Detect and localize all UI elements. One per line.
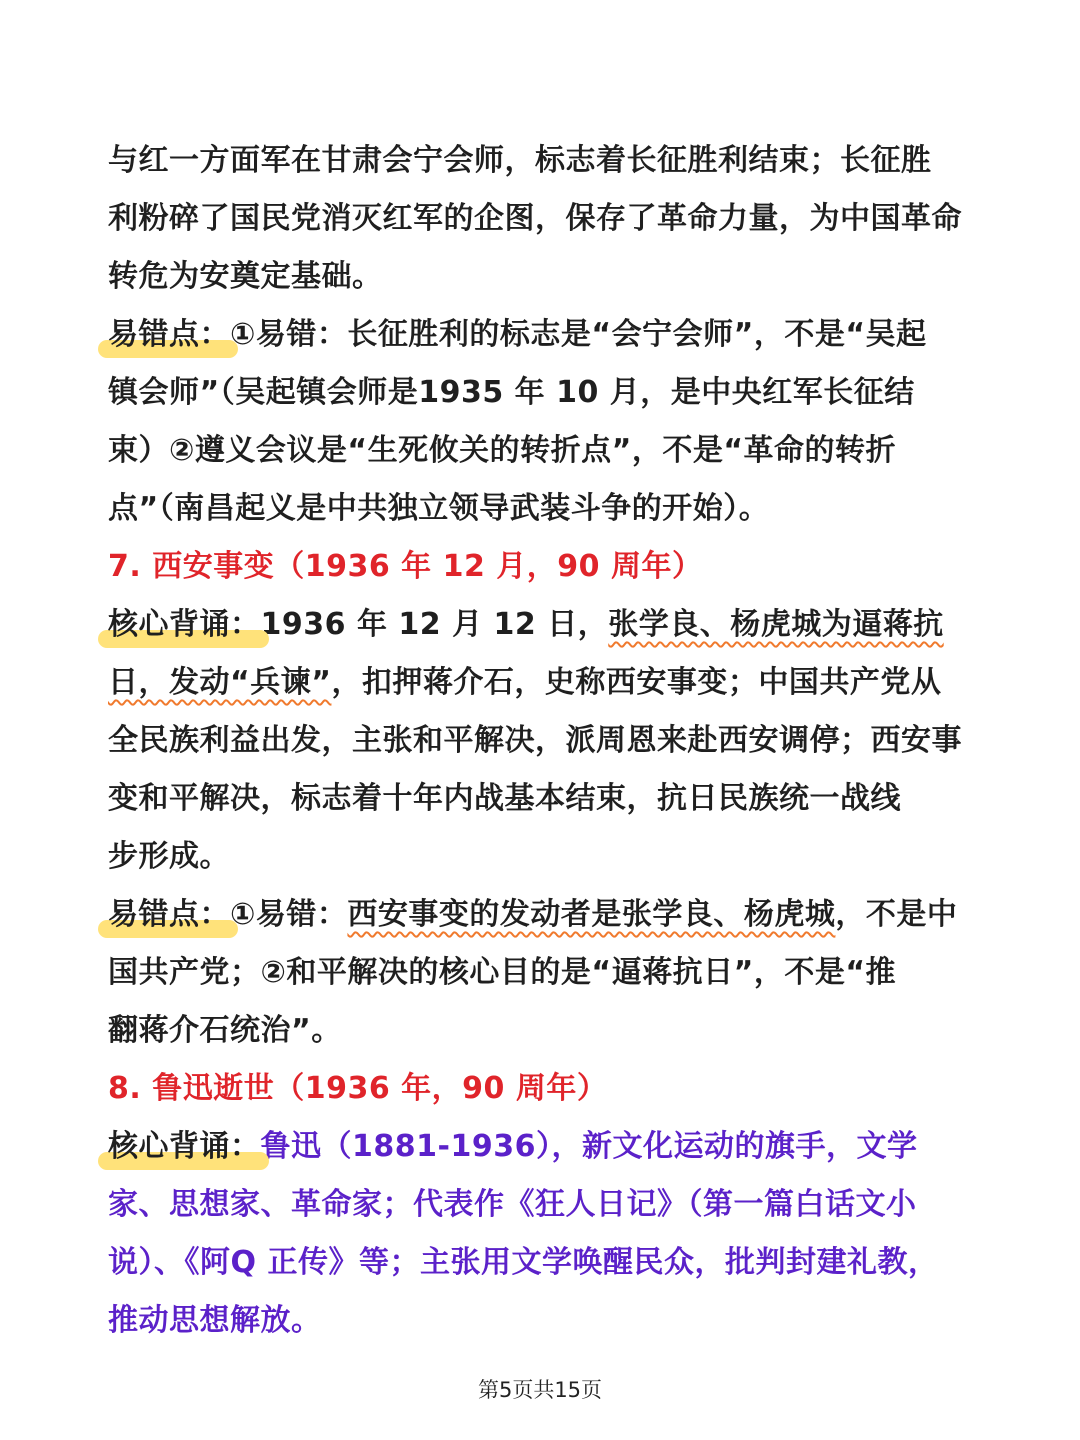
text-line: 国共产党；②和平解决的核心目的是“逼蒋抗日”，不是“推 (108, 955, 897, 990)
highlighted-text-line: 说）、《阿Q 正传》等；主张用文学唤醒民众，批判封建礼教， (108, 1245, 939, 1280)
highlighted-text-line: 推动思想解放。 (108, 1303, 322, 1338)
text-line: 翻蒋介石统治”。 (108, 1013, 342, 1048)
text-span: 1936 年 12 月 12 日， (260, 607, 609, 642)
highlighted-text: 鲁迅（1881-1936），新文化运动的旗手，文学 (260, 1129, 918, 1164)
text-span: 束）② (108, 433, 195, 468)
text-line: 利粉碎了国民党消灭红军的企图，保存了革命力量，为中国革命 (108, 201, 962, 236)
text-line: 与红一方面军在甘肃会宁会师，标志着长征胜利结束；长征胜 (108, 143, 932, 178)
text-line: 点”（南昌起义是中共独立领导武装斗争的开始）。 (108, 491, 770, 526)
wavy-underlined-text: 西安事变的发动者是张学良、杨虎城 (347, 897, 836, 932)
text-line: 镇会师”（吴起镇会师是1935 年 10 月，是中央红军长征结 (108, 375, 915, 410)
mistake-line (108, 886, 978, 944)
text-span: ，不是“吴起 (753, 317, 927, 352)
text-line: 步形成。 (108, 839, 230, 874)
core-recitation-line (108, 1118, 978, 1176)
document-page (108, 132, 978, 1350)
mistake-number: ①易错： (230, 897, 348, 932)
mistake-label: 易错点： (108, 886, 230, 944)
text-span: ，不是中 (835, 897, 958, 932)
core-recitation-label: 核心背诵： (108, 596, 261, 654)
text-line: 转危为安奠定基础。 (108, 259, 383, 294)
mistake-label: 易错点： (108, 306, 230, 364)
section-heading-lu-xun: 8. 鲁迅逝世（1936 年，90 周年） (108, 1071, 608, 1106)
text-span: ，扣押蒋介石，史称西安事变；中国共产党从 (331, 665, 942, 700)
wavy-underlined-text: 日，发动“兵谏” (108, 665, 332, 700)
text-line: 全民族利益出发，主张和平解决，派周恩来赴西安调停；西安事 (108, 723, 962, 758)
text-line (108, 654, 978, 712)
text-line (108, 422, 978, 480)
dashed-underlined-text: 长征胜利的标志是“会宁会师” (347, 317, 754, 352)
core-recitation-line (108, 596, 978, 654)
text-line: 变和平解决，标志着十年内战基本结束，抗日民族统一战线 (108, 781, 901, 816)
section-heading-xian-incident: 7. 西安事变（1936 年 12 月，90 周年） (108, 549, 703, 584)
text-span: ，不是“革命的转折 (631, 433, 897, 468)
dashed-underlined-text: 遵义会议是“生死攸关的转折点” (194, 433, 632, 468)
core-recitation-label: 核心背诵： (108, 1118, 261, 1176)
mistake-line (108, 306, 978, 364)
page-number: 第5页共15页 (477, 1378, 603, 1402)
mistake-number: ①易错： (230, 317, 348, 352)
highlighted-text-line: 家、思想家、革命家；代表作《狂人日记》（第一篇白话文小 (108, 1187, 917, 1222)
wavy-underlined-text: 张学良、杨虎城为逼蒋抗 (608, 607, 944, 642)
